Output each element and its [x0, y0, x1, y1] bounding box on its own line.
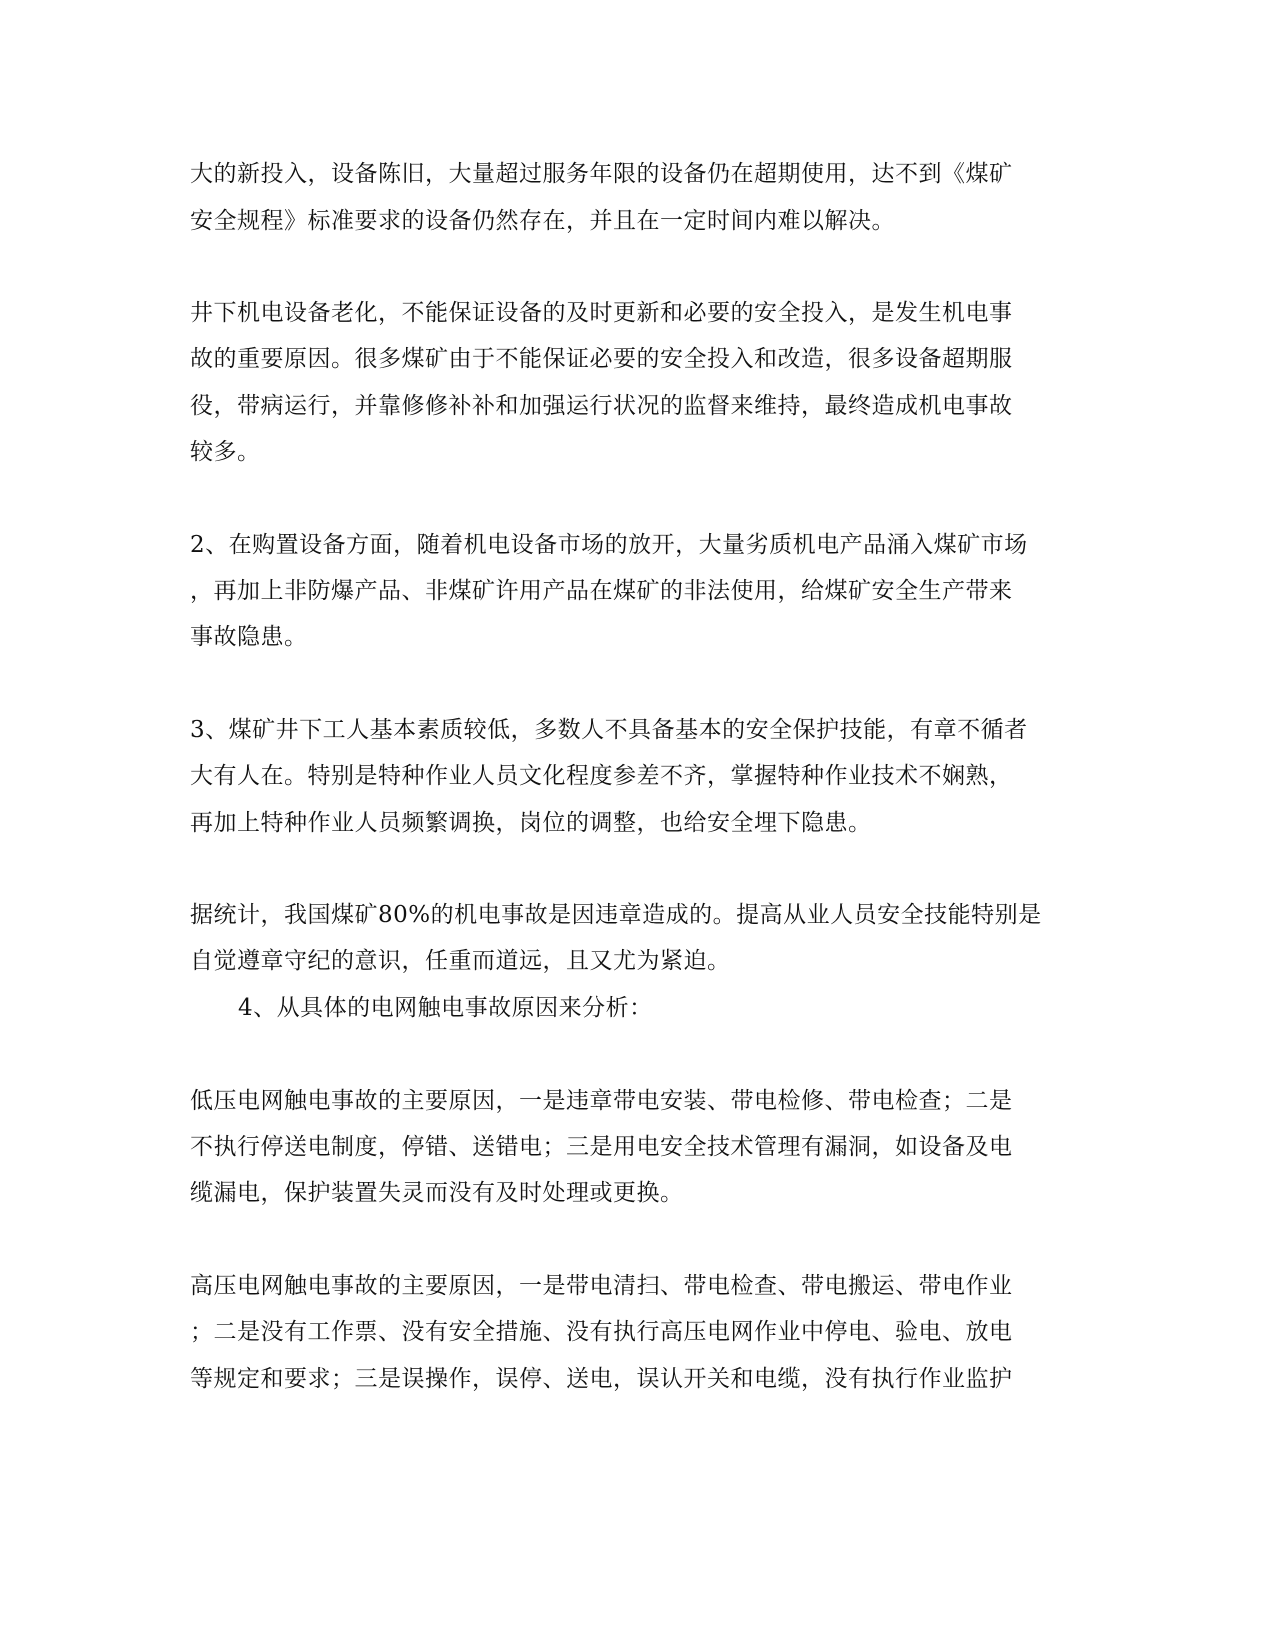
- paragraph-1-line-2: 安全规程》标准要求的设备仍然存在，并且在一定时间内难以解决。: [190, 208, 895, 234]
- paragraph-7-line-1: 高压电网触电事故的主要原因，一是带电清扫、带电检查、带电搬运、带电作业: [190, 1273, 1013, 1299]
- paragraph-6-line-2: 不执行停送电制度，停错、送错电；三是用电安全技术管理有漏洞，如设备及电: [190, 1134, 1013, 1160]
- paragraph-1-line-1: 大的新投入，设备陈旧，大量超过服务年限的设备仍在超期使用，达不到《煤矿: [190, 161, 1013, 187]
- paragraph-3-line-1: 2、在购置设备方面，随着机电设备市场的放开，大量劣质机电产品涌入煤矿市场: [190, 532, 1028, 558]
- paragraph-5-line-2: 自觉遵章守纪的意识，任重而道远，且又尤为紧迫。: [190, 948, 731, 974]
- paragraph-4-line-3: 再加上特种作业人员频繁调换，岗位的调整，也给安全埋下隐患。: [190, 810, 872, 836]
- paragraph-3-line-2: ，再加上非防爆产品、非煤矿许用产品在煤矿的非法使用，给煤矿安全生产带来: [190, 578, 1013, 604]
- paragraph-4-line-2: 大有人在。特别是特种作业人员文化程度参差不齐，掌握特种作业技术不娴熟，: [190, 763, 1013, 789]
- paragraph-2-line-1: 井下机电设备老化，不能保证设备的及时更新和必要的安全投入，是发生机电事: [190, 300, 1013, 326]
- paragraph-6-line-3: 缆漏电，保护装置失灵而没有及时处理或更换。: [190, 1180, 684, 1206]
- paragraph-2-line-4: 较多。: [190, 439, 261, 465]
- paragraph-7-line-2: ；二是没有工作票、没有安全措施、没有执行高压电网作业中停电、验电、放电: [190, 1319, 1013, 1345]
- section-4-heading: 4、从具体的电网触电事故原因来分析：: [238, 995, 653, 1021]
- paragraph-2-line-2: 故的重要原因。很多煤矿由于不能保证必要的安全投入和改造，很多设备超期服: [190, 346, 1013, 372]
- paragraph-5-line-1: 据统计，我国煤矿80%的机电事故是因违章造成的。提高从业人员安全技能特别是: [190, 902, 1042, 928]
- paragraph-7-line-3: 等规定和要求；三是误操作，误停、送电，误认开关和电缆，没有执行作业监护: [190, 1366, 1013, 1392]
- paragraph-4-line-1: 3、煤矿井下工人基本素质较低，多数人不具备基本的安全保护技能，有章不循者: [190, 717, 1028, 743]
- paragraph-3-line-3: 事故隐患。: [190, 624, 308, 650]
- paragraph-6-line-1: 低压电网触电事故的主要原因，一是违章带电安装、带电检修、带电检查；二是: [190, 1088, 1013, 1114]
- paragraph-2-line-3: 役，带病运行，并靠修修补补和加强运行状况的监督来维持，最终造成机电事故: [190, 393, 1013, 419]
